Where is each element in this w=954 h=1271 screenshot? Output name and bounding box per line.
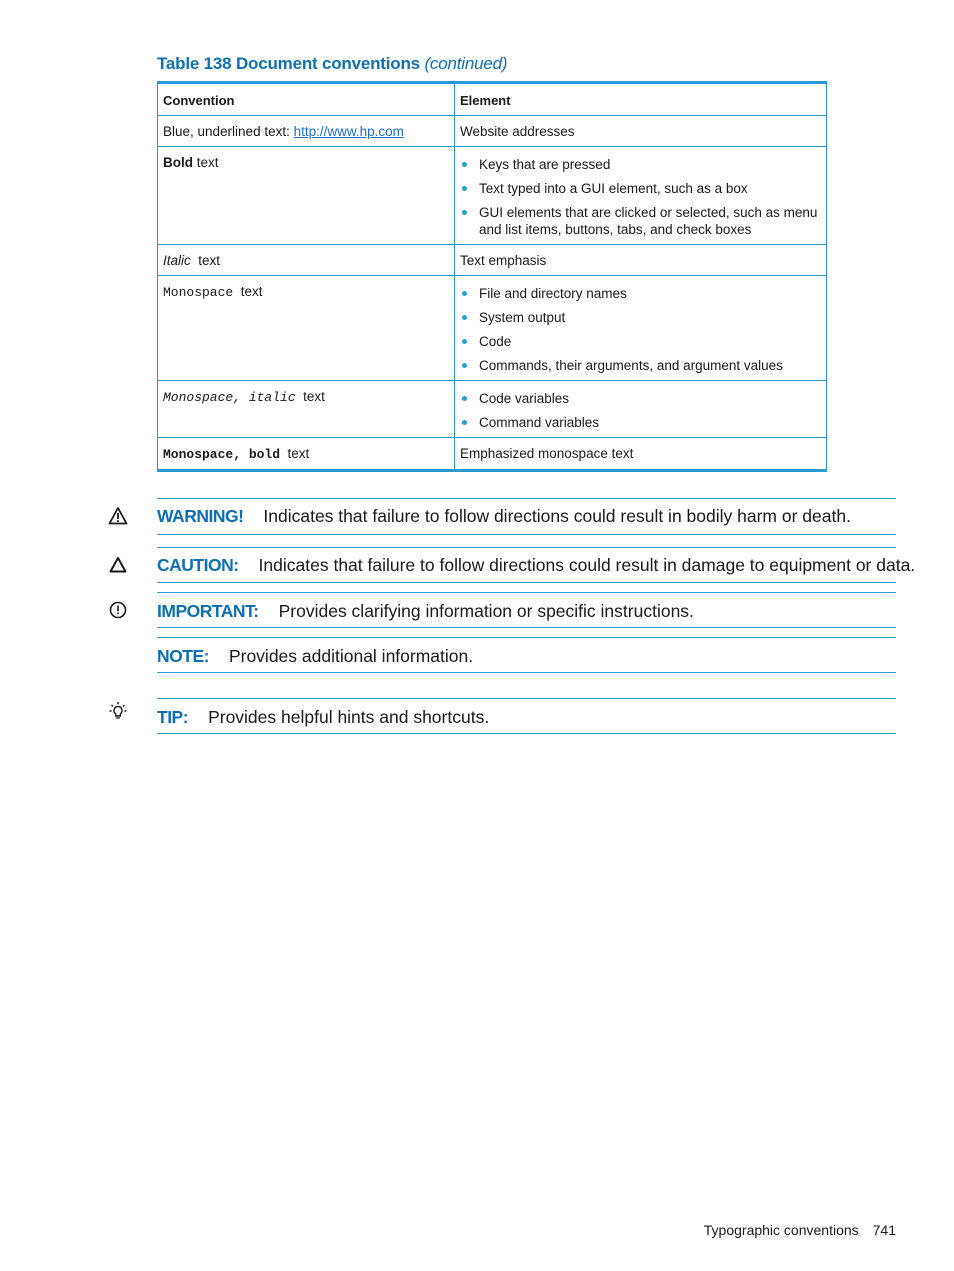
bullet-icon <box>462 315 467 320</box>
warning-label: WARNING! <box>157 506 244 526</box>
list-item-text: Code variables <box>479 391 570 406</box>
cell-convention <box>158 147 455 245</box>
bullet-list <box>460 285 821 374</box>
list-item <box>460 333 821 350</box>
table-row <box>158 147 827 245</box>
list-item-text: Code <box>479 334 512 349</box>
list-item <box>460 156 821 173</box>
list-item-text: Commands, their arguments, and argument values <box>479 358 783 373</box>
tip-admonition <box>157 698 896 734</box>
caution-triangle-icon <box>108 555 128 575</box>
bullet-list <box>460 390 821 431</box>
cell-suffix: text <box>233 284 263 299</box>
page-footer <box>704 1222 896 1238</box>
table-caption <box>157 54 507 74</box>
cell-convention <box>158 245 455 276</box>
tip-text: Provides helpful hints and shortcuts. <box>208 707 490 727</box>
footer-section-title: Typographic conventions <box>703 1222 859 1238</box>
list-item <box>460 309 821 326</box>
cell-element <box>455 276 827 381</box>
table-caption-title: Table 138 Document conventions <box>157 54 420 73</box>
cell-suffix: text <box>190 253 221 268</box>
cell-convention <box>158 381 455 438</box>
bullet-icon <box>462 186 467 191</box>
warning-triangle-icon <box>108 506 128 526</box>
monospace-italic-sample: Monospace, italic <box>163 390 296 405</box>
cell-element: Emphasized monospace text <box>455 438 827 471</box>
tip-label: TIP: <box>157 707 189 727</box>
warning-admonition <box>157 498 896 535</box>
list-item-text: File and directory names <box>479 286 627 301</box>
bullet-list <box>460 156 821 238</box>
table-row <box>158 116 827 147</box>
note-admonition <box>157 637 896 673</box>
cell-element: Website addresses <box>455 116 827 147</box>
exclamation-circle-icon <box>108 600 128 620</box>
bullet-icon <box>462 162 467 167</box>
bold-sample: Bold <box>163 155 193 170</box>
page-number: 741 <box>872 1222 896 1238</box>
cell-convention <box>158 116 455 147</box>
list-item <box>460 414 821 431</box>
list-item-text: Command variables <box>479 415 600 430</box>
monospace-bold-sample: Monospace, bold <box>163 447 281 462</box>
table-row <box>158 438 827 471</box>
table-row <box>158 381 827 438</box>
list-item-text: System output <box>479 310 566 325</box>
table-header-row <box>158 83 827 116</box>
note-text: Provides additional information. <box>228 646 474 666</box>
cell-element <box>455 147 827 245</box>
caution-text: Indicates that failure to follow directions could result in damage to equipment or data. <box>258 555 916 575</box>
cell-element: Text emphasis <box>455 245 827 276</box>
list-item-text: GUI elements that are clicked or selected, such as menu and list items, buttons, tabs, and check boxes <box>479 205 818 237</box>
note-label: NOTE: <box>157 646 209 666</box>
table-caption-continued: (continued) <box>424 54 508 73</box>
lightbulb-icon <box>108 701 128 721</box>
hp-website-link[interactable]: http://www.hp.com <box>293 124 404 139</box>
cell-suffix: text <box>193 155 219 170</box>
caution-label: CAUTION: <box>157 555 239 575</box>
list-item <box>460 180 821 197</box>
list-item-text: Text typed into a GUI element, such as a box <box>479 181 748 196</box>
list-item <box>460 204 821 238</box>
conventions-table <box>157 81 827 472</box>
bullet-icon <box>462 291 467 296</box>
important-label: IMPORTANT: <box>157 601 259 621</box>
bullet-icon <box>462 420 467 425</box>
cell-suffix: text <box>295 389 325 404</box>
table-row <box>158 276 827 381</box>
list-item-text: Keys that are pressed <box>479 157 611 172</box>
header-element: Element <box>455 83 827 116</box>
table-row <box>158 245 827 276</box>
cell-convention <box>158 438 455 471</box>
cell-convention <box>158 276 455 381</box>
header-convention: Convention <box>158 83 455 116</box>
bullet-icon <box>462 210 467 215</box>
italic-sample: Italic <box>163 253 191 268</box>
important-admonition <box>157 592 896 628</box>
important-text: Provides clarifying information or specific instructions. <box>278 601 694 621</box>
monospace-sample: Monospace <box>163 285 234 300</box>
bullet-icon <box>462 339 467 344</box>
caution-admonition <box>157 547 916 583</box>
cell-label: Blue, underlined text: <box>163 124 294 139</box>
bullet-icon <box>462 363 467 368</box>
list-item <box>460 357 821 374</box>
list-item <box>460 390 821 407</box>
cell-suffix: text <box>280 446 310 461</box>
warning-text: Indicates that failure to follow directions could result in bodily harm or death. <box>263 506 851 526</box>
cell-element <box>455 381 827 438</box>
list-item <box>460 285 821 302</box>
bullet-icon <box>462 396 467 401</box>
